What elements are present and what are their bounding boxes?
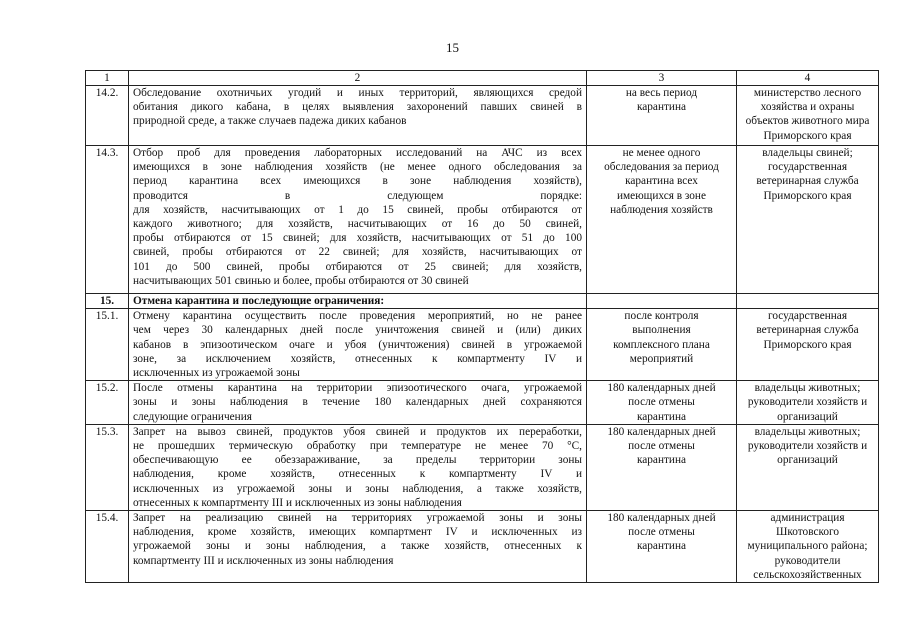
measure-description xyxy=(129,381,587,425)
responsible-line: владельцы животных; xyxy=(754,425,861,438)
responsible-line: руководители хозяйств и xyxy=(747,440,868,453)
description-line: обеспечивающую ее обеззараживание, за пределы территории зоны xyxy=(133,454,582,467)
description-line: следующие ограничения xyxy=(133,410,252,423)
table-row xyxy=(86,309,879,381)
responsible-line: объектов животного мира xyxy=(745,115,870,128)
header-col-1: 1 xyxy=(86,71,129,86)
header-col-4: 4 xyxy=(737,71,879,86)
description-line: угрожаемой зоны и зоны наблюдения, а также хозяйств, отнесенных к xyxy=(133,540,582,553)
term-line: после отмены xyxy=(628,396,695,409)
table-header-row xyxy=(86,71,879,86)
header-col-3: 3 xyxy=(587,71,737,86)
measure-responsible xyxy=(737,424,879,510)
term-line: карантина xyxy=(636,101,687,114)
description-line: Отмена карантина и последующие ограничения: xyxy=(133,295,385,307)
page-number: 15 xyxy=(446,40,459,55)
term-line: карантина xyxy=(636,410,687,423)
measure-description xyxy=(129,511,587,583)
description-line: Отмену карантина осуществить после проведения мероприятий, но не ранее xyxy=(133,310,582,323)
measure-description xyxy=(129,146,587,294)
measure-responsible xyxy=(737,294,879,309)
term-line: выполнения xyxy=(632,324,691,337)
description-line: наблюдения, кроме хозяйств, отнесенных к компартменту IV и xyxy=(133,468,582,481)
term-line: мероприятий xyxy=(629,352,694,365)
description-line: Запрет на реализацию свиней на территориях угрожаемой зоны и зоны xyxy=(133,512,582,525)
responsible-line: муниципального района; xyxy=(747,540,868,553)
description-line: пробы отбираются от 15 свиней; для хозяйств, насчитывающих от 51 до 100 xyxy=(133,232,582,245)
table-row xyxy=(86,424,879,510)
table-row xyxy=(86,381,879,425)
term-line: 180 календарных дней xyxy=(607,382,716,395)
responsible-line: руководители xyxy=(774,554,841,567)
description-line: период карантина всех имеющихся в зоне наблюдения хозяйств), xyxy=(133,175,582,188)
description-line: зоне, за исключением хозяйств, отнесенных к компартменту IV и xyxy=(133,352,582,365)
description-line: проводится в следующем порядке: xyxy=(133,189,582,202)
description-line: кабанов в эпизоотическом очаге и убоя (уничтожения) свиней в угрожаемой xyxy=(133,338,582,351)
responsible-line: Приморского края xyxy=(763,189,852,202)
responsible-line: организаций xyxy=(777,410,838,423)
responsible-line: сельскохозяйственных xyxy=(753,568,862,581)
responsible-line: Шкотовского xyxy=(775,526,840,539)
measures-table xyxy=(85,70,879,583)
measure-responsible xyxy=(737,511,879,583)
description-line: насчитывающих 501 свинью и более, пробы отбираются от 30 свиней xyxy=(133,274,469,287)
description-line: После отмены карантина на территории эпизоотического очага, угрожаемой xyxy=(133,382,582,395)
responsible-line: Приморского края xyxy=(763,129,852,142)
description-line: Обследование охотничьих угодий и иных территорий, являющихся средой xyxy=(133,87,582,99)
description-line: свиней, пробы отбираются от 22 свиней; для хозяйств, насчитывающих от xyxy=(133,246,582,259)
responsible-line: государственная xyxy=(767,161,848,174)
table-row xyxy=(86,294,879,309)
row-number: 15.4. xyxy=(86,511,129,583)
measure-term xyxy=(587,294,737,309)
description-line: природной среде, а также случаев падежа диких кабанов xyxy=(133,115,407,128)
term-line: карантина xyxy=(636,540,687,553)
term-line: имеющихся в зоне xyxy=(616,189,706,202)
measure-description xyxy=(129,309,587,381)
header-col-2: 2 xyxy=(129,71,587,86)
table-row xyxy=(86,146,879,294)
term-line: 180 календарных дней xyxy=(607,425,716,438)
term-line: после отмены xyxy=(628,440,695,453)
description-line: для хозяйств, насчитывающих от 1 до 15 свиней, пробы отбираются от xyxy=(133,203,582,216)
responsible-line: администрация xyxy=(770,512,845,525)
measure-term xyxy=(587,511,737,583)
term-line: карантина xyxy=(636,454,687,467)
row-number: 14.3. xyxy=(86,146,129,294)
description-line: не прошедших термическую обработку при температуре не менее 70 °С, xyxy=(133,440,582,453)
description-line: наблюдения, кроме хозяйств, имеющих компартмент IV и исключенных из xyxy=(133,526,582,539)
measure-description xyxy=(129,424,587,510)
description-line: каждого животного; для хозяйств, насчитывающих от 16 до 50 свиней, xyxy=(133,218,582,231)
row-number: 15.3. xyxy=(86,424,129,510)
measure-term xyxy=(587,424,737,510)
row-number: 15.1. xyxy=(86,309,129,381)
term-line: карантина всех xyxy=(625,175,698,188)
description-line: Запрет на вывоз свиней, продуктов убоя свиней и продуктов их переработки, xyxy=(133,425,582,438)
measure-description xyxy=(129,294,587,309)
measure-term xyxy=(587,86,737,146)
description-line: исключенных из угрожаемой зоны xyxy=(133,367,300,380)
description-line: зоны и зоны наблюдения в течение 180 календарных дней сохраняются xyxy=(133,396,582,409)
term-line: обследования за период xyxy=(604,161,719,174)
responsible-line: владельцы животных; xyxy=(754,382,861,395)
measure-term xyxy=(587,146,737,294)
measure-responsible xyxy=(737,381,879,425)
measure-responsible xyxy=(737,309,879,381)
responsible-line: министерство лесного xyxy=(753,87,862,99)
description-line: компартменту III и исключенных из зоны наблюдения xyxy=(133,554,394,567)
description-line: чем через 30 календарных дней после уничтожения свиней и (или) диких xyxy=(133,324,582,337)
measure-responsible xyxy=(737,86,879,146)
row-number: 15. xyxy=(86,294,129,309)
description-line: обитания дикого кабана, в целях выявления захоронений павших свиней в xyxy=(133,101,582,114)
row-number: 15.2. xyxy=(86,381,129,425)
description-line: исключенных из угрожаемой зоны и зоны наблюдения, а также хозяйств, xyxy=(133,482,582,495)
description-line: имеющихся в зоне наблюдения хозяйств (не менее одного обследования за xyxy=(133,161,582,174)
description-line: Отбор проб для проведения лабораторных исследований на АЧС из всех xyxy=(133,147,582,159)
measure-responsible xyxy=(737,146,879,294)
measure-term xyxy=(587,381,737,425)
responsible-line: хозяйства и охраны xyxy=(760,101,855,114)
table-row xyxy=(86,511,879,583)
term-line: наблюдения хозяйств xyxy=(610,203,713,216)
description-line: отнесенных к компартменту III и исключенных из зоны наблюдения xyxy=(133,496,462,509)
measure-description xyxy=(129,86,587,146)
term-line: после контроля xyxy=(624,310,699,323)
measure-term xyxy=(587,309,737,381)
responsible-line: государственная xyxy=(767,310,848,323)
row-number: 14.2. xyxy=(86,86,129,146)
term-line: на весь период xyxy=(625,87,698,99)
responsible-line: владельцы свиней; xyxy=(762,147,853,159)
term-line: комплексного плана xyxy=(613,338,710,351)
responsible-line: ветеринарная служба xyxy=(756,324,859,337)
term-line: 180 календарных дней xyxy=(607,512,716,525)
table-row xyxy=(86,86,879,146)
responsible-line: руководители хозяйств и xyxy=(747,396,868,409)
responsible-line: Приморского края xyxy=(763,338,852,351)
responsible-line: ветеринарная служба xyxy=(756,175,859,188)
term-line: после отмены xyxy=(628,526,695,539)
description-line: 101 до 500 свиней, пробы отбираются от 25 свиней; для хозяйств, xyxy=(133,260,582,273)
term-line: не менее одного xyxy=(622,147,701,159)
responsible-line: организаций xyxy=(777,454,838,467)
